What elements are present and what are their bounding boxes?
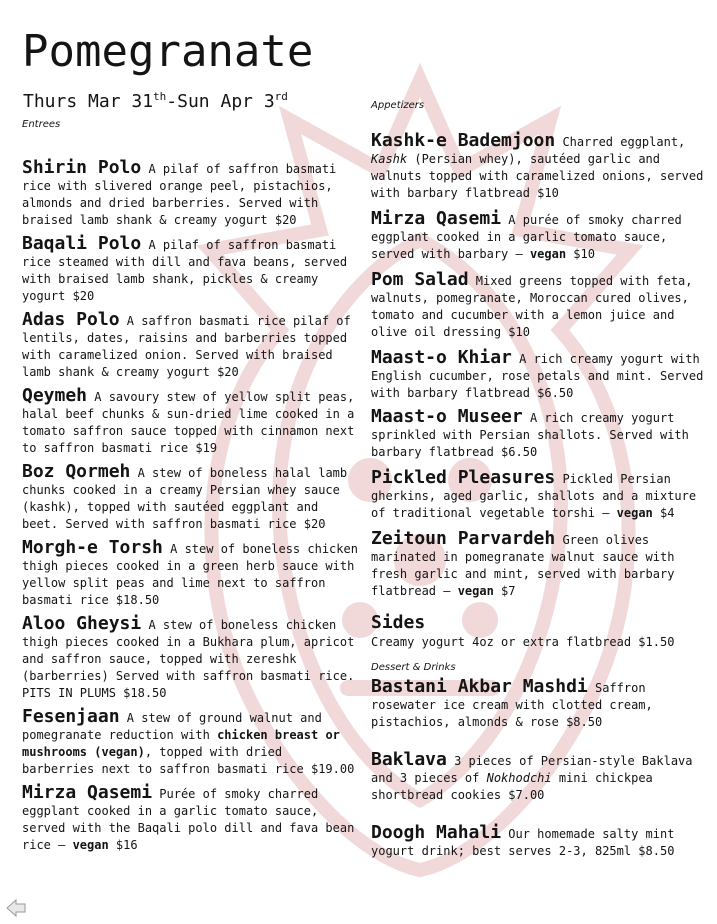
back-arrow-icon[interactable] [5, 898, 27, 918]
entrees-column [22, 118, 358, 854]
menu-item: Maast-o Museer A rich creamy yogurt sprinkled with Persian shallots. Served with barbary flatbread $6.50 [371, 406, 689, 459]
sides-item: Creamy yogurt 4oz or extra flatbread $1.50 [371, 635, 675, 649]
menu-item: Kashk-e Bademjoon Charred eggplant, Kashk (Persian whey), sautéed garlic and walnuts topped with caramelized onions, served with barbary flatbread $10 [371, 130, 704, 200]
menu-item: Boz Qormeh A stew of boneless halal lamb chunks cooked in a creamy Persian whey sauce (kashk), topped with sautéed eggplant and beet. Served with saffron basmati rice $20 [22, 461, 348, 531]
menu-item: Baqali Polo A pilaf of saffron basmati rice steamed with dill and fava beans, served with braised lamb shank, pickles & creamy yogurt $20 [22, 233, 348, 303]
menu-item: Pickled Pleasures Pickled Persian gherkins, aged garlic, shallots and a mixture of traditional vegetable torshi – vegan $4 [371, 467, 697, 520]
date-range: Thurs Mar 31th-Sun Apr 3rd [23, 90, 288, 112]
appetizers-heading: Appetizers [371, 100, 425, 111]
menu-item: Maast-o Khiar A rich creamy yogurt with English cucumber, rose petals and mint. Served with barbary flatbread $6.50 [371, 347, 704, 400]
menu-item: Mirza Qasemi A purée of smoky charred eggplant cooked in a garlic tomato sauce, served with barbary – vegan $10 [371, 208, 682, 261]
desserts-heading: Dessert & Drinks [371, 662, 456, 673]
menu-item: Baklava 3 pieces of Persian-style Baklava and 3 pieces of Nokhodchi mini chickpea shortbread cookies $7.00 [371, 749, 693, 802]
menu-item: Mirza Qasemi Purée of smoky charred eggplant cooked in a garlic tomato sauce, served with the Baqali polo dill and fava bean rice – vegan $16 [22, 782, 355, 852]
menu-item: Doogh Mahali Our homemade salty mint yogurt drink; best serves 2-3, 825ml $8.50 [371, 822, 675, 858]
menu-item: Aloo Gheysi A stew of boneless chicken thigh pieces cooked in a Bukhara plum, apricot and saffron sauce, topped with zereshk (barberries) Served with saffron basmati rice. PITS IN PLUMS $18.50 [22, 613, 355, 700]
menu-item: Fesenjaan A stew of ground walnut and pomegranate reduction with chicken breast or mushrooms (vegan), topped with dried barberries next to saffron basmati rice $19.00 [22, 706, 355, 776]
menu-item: Qeymeh A savoury stew of yellow split peas, halal beef chunks & sun-dried lime cooked in a tomato saffron sauce topped with cinnamon next to saffron basmati rice $19 [22, 385, 355, 455]
menu-item: Shirin Polo A pilaf of saffron basmati rice with slivered orange peel, pistachios, almonds and dried barberries. Served with braised lamb shank & creamy yogurt $20 [22, 157, 337, 227]
menu-item: Morgh-e Torsh A stew of boneless chicken thigh pieces cooked in a green herb sauce with yellow split peas and lime next to saffron basmati rice $18.50 [22, 537, 358, 607]
menu-item: Zeitoun Parvardeh Green olives marinated in pomegranate walnut sauce with fresh garlic and mint, served with barbary flatbread – vegan $7 [371, 528, 675, 598]
entrees-heading: Entrees [22, 119, 61, 130]
appetizers-column [371, 99, 707, 860]
menu-item: Pom Salad Mixed greens topped with feta, walnuts, pomegranate, Moroccan cured olives, tomato and cucumber with a lemon juice and olive oil dressing $10 [371, 269, 693, 339]
menu-item: Adas Polo A saffron basmati rice pilaf of lentils, dates, raisins and barberries topped with caramelized onion. Served with braised lamb shank & creamy yogurt $20 [22, 309, 351, 379]
restaurant-title: Pomegranate [22, 26, 314, 77]
menu-item: Bastani Akbar Mashdi Saffron rosewater ice cream with clotted cream, pistachios, almonds & rose $8.50 [371, 676, 653, 729]
sides-heading: Sides [371, 612, 426, 633]
